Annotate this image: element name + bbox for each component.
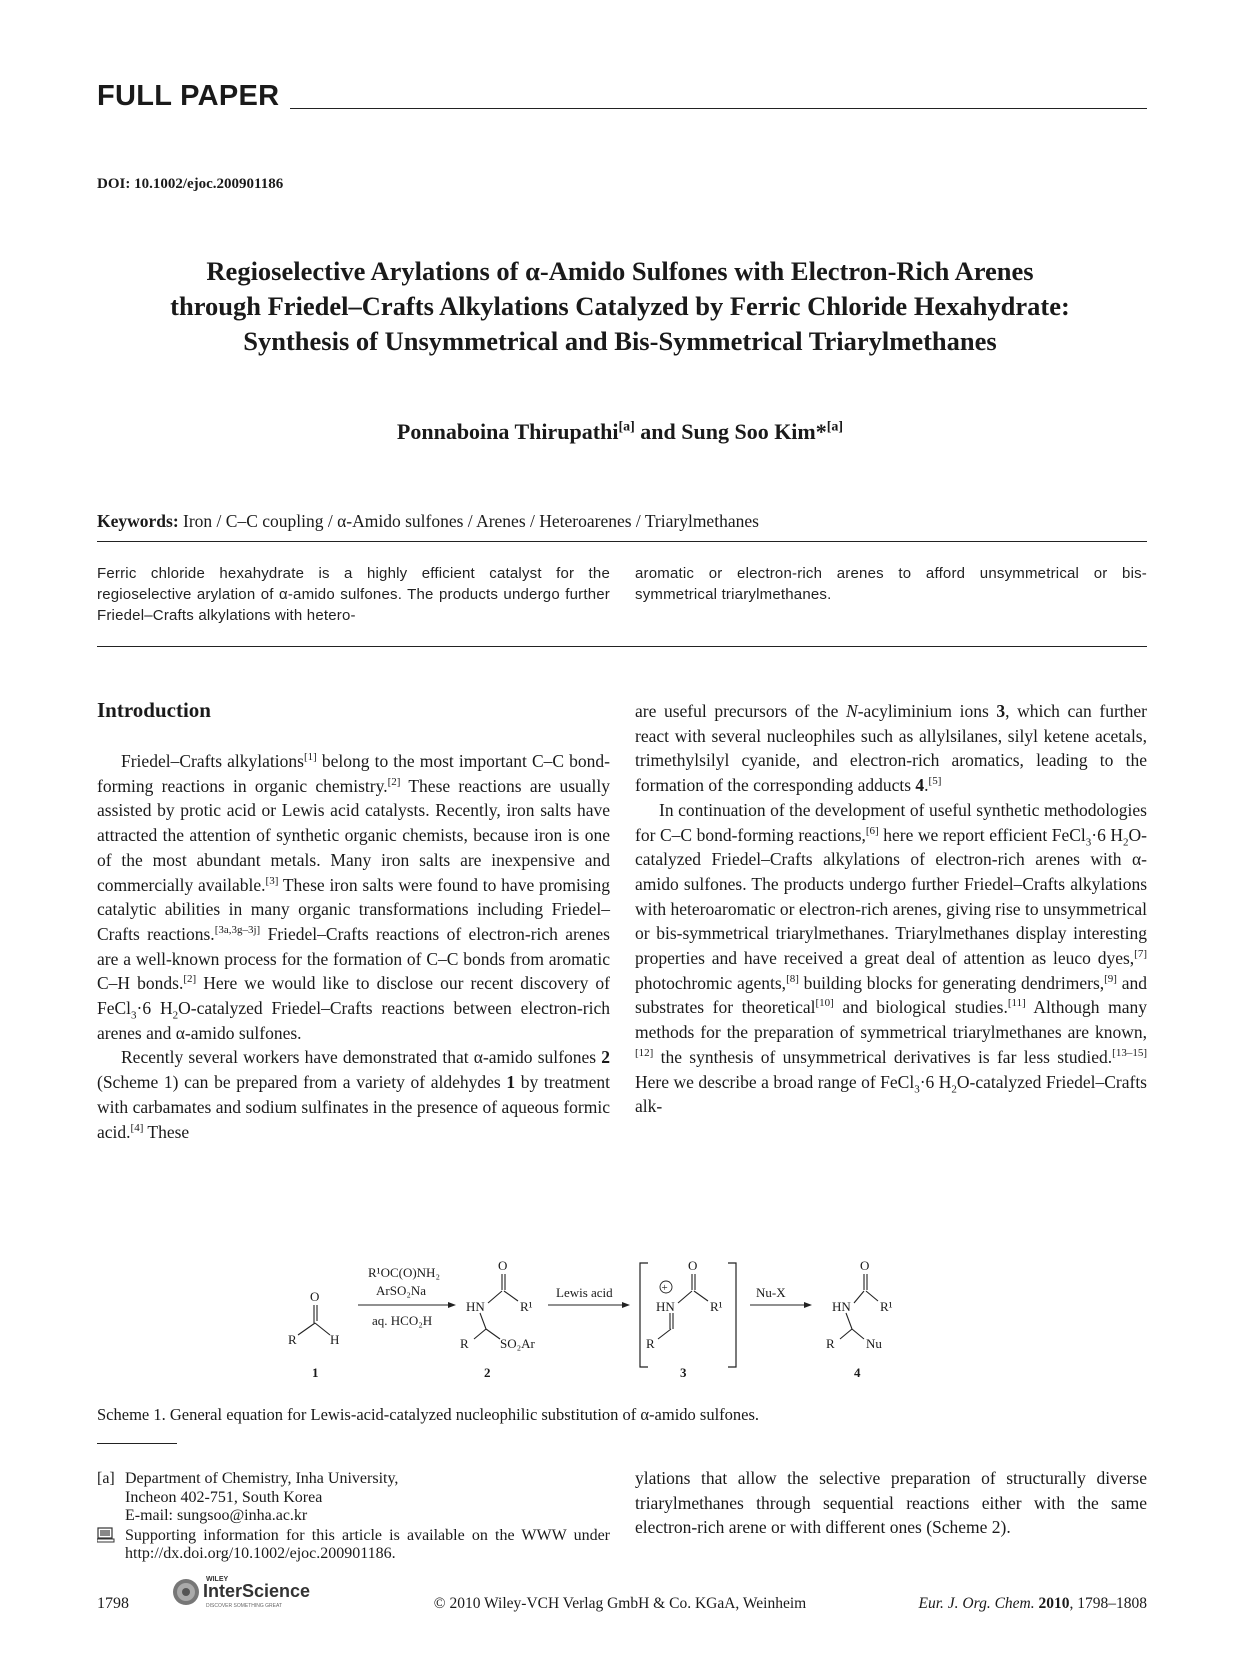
doi: DOI: 10.1002/ejoc.200901186 [97,176,284,192]
svg-text:HN: HN [466,1299,485,1314]
paragraph: In continuation of the development of useful synthetic methodologies for C–C bond-forming reactions,[6] here we report efficient FeCl$_3$·6 $H_2O$-catalyzed Friedel–Crafts alkylations of electron-rich arenes with α-amido sulfones. The products undergo further Friedel–Crafts alkylations with heteroaromatic or electron-rich arenes, giving rise to unsymmetrical or bis-symmetrical triarylmethanes. Triarylmethanes display interesting properties and have received a great deal of attention as leuco dyes,[7] photochromic agents,[8] building blocks for generating dendrimers,[9] and substrates for theoretical[10] and biological studies.[11] Although many methods for the preparation of symmetrical triarylmethanes are known,[12] the synthesis of unsymmetrical derivatives is far less studied.[13–15] Here we describe a broad range of FeCl$_3$·6 $H_2O$-catalyzed Friedel–Crafts alk- [635,799,1148,1117]
citation: [9] [1104,972,1117,985]
svg-text:SO₂Ar: SO₂Ar [500,1336,535,1351]
svg-text:+: + [661,1282,668,1294]
svg-text:O: O [498,1258,508,1273]
svg-text:HN: HN [832,1299,851,1314]
body-column-right [635,699,1147,1119]
title-line: Synthesis of Unsymmetrical and Bis-Symmetrical Triarylmethanes [243,326,997,356]
svg-text:R¹: R¹ [520,1299,533,1314]
paragraph: ylations that allow the selective preparation of structurally diverse triarylmethanes through sequential reactions either with the same electron-rich arene or with different ones (Scheme 2). [635,1468,1147,1538]
copyright: © 2010 Wiley-VCH Verlag GmbH & Co. KGaA, Weinheim [433,1595,807,1612]
page-number: 1798 [97,1595,129,1612]
svg-text:InterScience: InterScience [203,1581,311,1601]
affiliation-mark: [a] [618,419,635,435]
svg-text:R¹: R¹ [880,1299,893,1314]
body-column-right-bottom [635,1466,1147,1540]
svg-text:R: R [826,1336,835,1351]
journal-citation: Eur. J. Org. Chem. 2010, 1798–1808 [918,1595,1147,1612]
svg-text:R: R [646,1336,655,1351]
author-conjunction: and [634,419,682,444]
svg-text:R¹: R¹ [710,1299,723,1314]
email[interactable]: E-mail: sungsoo@inha.ac.kr [125,1507,308,1524]
svg-text:R: R [460,1336,469,1351]
reagent: ArSO₂Na [376,1283,427,1298]
abstract-rule [97,646,1147,647]
section-label: FULL PAPER [97,80,280,112]
citation: [13–15] [1112,1047,1147,1060]
compound-4 [826,1258,893,1380]
computer-icon [97,1527,125,1564]
svg-text:HN: HN [656,1299,675,1314]
citation: [11] [1007,997,1026,1010]
compound-number: 1 [312,1365,319,1380]
citation: [3] [265,874,279,887]
citation: [8] [786,972,799,985]
citation: [5] [928,775,942,788]
affiliation-mark: [a] [826,419,844,435]
reagent: Lewis acid [556,1285,613,1300]
svg-text:Nu: Nu [866,1336,882,1351]
keywords [97,511,759,532]
affiliation-footnote [97,1470,610,1564]
abstract-right: aromatic or electron-rich arenes to afford unsymmetrical or bis-symmetrical triarylmethanes. [635,565,1147,603]
citation: [10] [815,997,834,1010]
citation: [2] [387,775,401,788]
citation: [1] [303,751,317,764]
author-name: Ponnaboina Thirupathi [396,419,619,444]
keywords-label: Keywords: [97,511,179,531]
affiliation-line: Incheon 402-751, South Korea [125,1488,323,1506]
reagent: aq. HCO₂H [372,1313,433,1328]
citation: [6] [865,824,879,837]
reagent: R¹OC(O)NH₂ [368,1265,440,1280]
keywords-rule [97,541,1147,542]
svg-text:O: O [310,1289,320,1304]
svg-text:O: O [860,1258,870,1273]
title-line: through Friedel–Crafts Alkylations Catalyzed by Ferric Chloride Hexahydrate: [170,291,1070,321]
title-line: Regioselective Arylations of α-Amido Sulfones with Electron-Rich Arenes [206,256,1034,286]
citation: [3a,3g–3j] [214,924,261,937]
compound-3 [640,1258,736,1380]
compound-number: 3 [680,1365,687,1380]
svg-text:DISCOVER SOMETHING GREAT: DISCOVER SOMETHING GREAT [206,1603,283,1609]
paper-title [60,254,1180,359]
footnote-mark: [a] [97,1470,115,1487]
compound-number: 4 [854,1365,861,1380]
svg-text:O: O [688,1258,698,1273]
footnote-rule [97,1443,177,1444]
compound-2 [460,1258,536,1380]
abstract-left: Ferric chloride hexahydrate is a highly efficient catalyst for the regioselective arylation of α-amido sulfones. The products undergo further Friedel–Crafts alkylations with hetero- [97,565,610,624]
body-column-left [97,749,610,1144]
paragraph: are useful precursors of the N-acyliminium ions 3, which can further react with several nucleophiles such as allylsilanes, silyl ketene acetals, trimethylsilyl cyanide, and electron-rich aromatics, leading to the formation of the corresponding adducts 4.[5] [635,701,1147,796]
paragraph: Recently several workers have demonstrated that α-amido sulfones 2 (Scheme 1) can be prepared from a variety of aldehydes 1 by treatment with carbamates and sodium sulfinates in the presence of aqueous formic acid.[4] These [97,1047,611,1142]
svg-text:H: H [330,1332,340,1347]
citation: [4] [130,1121,144,1134]
citation: [12] [635,1047,654,1060]
citation: [7] [1134,948,1147,961]
reagent: Nu-X [756,1285,786,1300]
citation: [2] [183,973,197,986]
section-heading: Introduction [97,698,211,722]
author-name: Sung Soo Kim* [681,419,827,444]
svg-text:R: R [288,1332,297,1347]
paragraph: Friedel–Crafts alkylations[1] belong to the most important C–C bond-forming reactions in organic chemistry.[2] These reactions are usually assisted by protic acid or Lewis acid catalysts. Recently, iron salts have attracted the attention of synthetic organic chemists, because iron is one of the most abundant metals. Many iron salts are inexpensive and commercially available.[3] These iron salts were found to have promising catalytic abilities in many organic transformations including Friedel–Crafts reactions.[3a,3g–3j] Friedel–Crafts reactions of electron-rich arenes are a well-known process for the formation of C–C bonds from aromatic C–H bonds.[2] Here we would like to disclose our recent discovery of FeCl$_3$·6 $H_2O$-catalyzed Friedel–Crafts reactions between electron-rich arenes and α-amido sulfones. [97,751,611,1043]
authors [0,419,1240,445]
compound-1 [288,1289,339,1380]
scheme-caption: Scheme 1. General equation for Lewis-acid-catalyzed nucleophilic substitution of α-amido sulfones. [97,1405,760,1424]
svg-text:WILEY: WILEY [206,1576,229,1583]
header-rule [290,108,1147,109]
affiliation-line: Department of Chemistry, Inha University, [125,1470,399,1487]
supporting-info[interactable]: Supporting information for this article is available on the WWW under http://dx.doi.org/10.1002/ejoc.200901186. [125,1526,610,1562]
keywords-text: Iron / C–C coupling / α-Amido sulfones / Arenes / Heteroarenes / Triarylmethanes [178,511,759,531]
compound-number: 2 [484,1365,491,1380]
reaction-scheme [280,1255,980,1385]
